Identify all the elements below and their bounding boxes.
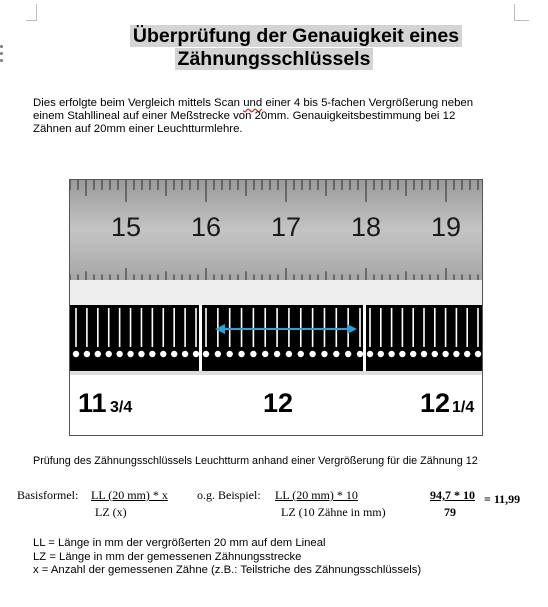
gauge-perforation-dot bbox=[378, 351, 384, 357]
ruler-number: 15 bbox=[110, 212, 142, 242]
gauge-perforation-dot bbox=[250, 351, 256, 357]
gauge-perforation-dot bbox=[106, 351, 112, 357]
gauge-perforation-dot bbox=[432, 351, 438, 357]
gauge-perforation-dot bbox=[442, 351, 448, 357]
legend-line: LL = Länge in mm der vergrößerten 20 mm auf dem Lineal bbox=[33, 537, 326, 549]
gauge-perforation-dot bbox=[84, 351, 90, 357]
gauge-label-12-1-4: 12 bbox=[420, 388, 451, 418]
svg-text:3/4: 3/4 bbox=[110, 399, 133, 416]
gauge-perforation-dot bbox=[298, 351, 304, 357]
basis-formula-denominator: LZ (x) bbox=[95, 505, 127, 519]
gauge-perforation-dot bbox=[182, 351, 188, 357]
gauge-perforation-dot bbox=[116, 351, 122, 357]
svg-text:1/4: 1/4 bbox=[452, 399, 475, 416]
gauge-perforation-dot bbox=[138, 351, 144, 357]
gauge-perforation-dot bbox=[464, 351, 470, 357]
ruler-number: 17 bbox=[270, 212, 302, 242]
gauge-label-12: 12 bbox=[262, 388, 294, 418]
legend-line: LZ = Länge in mm der gemessenen Zähnungsstrecke bbox=[33, 550, 302, 563]
page-corner-marker-right bbox=[514, 4, 529, 21]
gauge-perforation-dot bbox=[367, 351, 373, 357]
document-title-line-2: Zähnungsschlüssels bbox=[0, 47, 548, 71]
ruler-number: 19 bbox=[430, 212, 462, 242]
gauge-perforation-dot bbox=[193, 351, 199, 357]
ruler-comparison-photo bbox=[69, 179, 483, 436]
gauge-perforation-dot bbox=[262, 351, 268, 357]
gauge-perforation-dot bbox=[171, 351, 177, 357]
gauge-perforation-dot bbox=[73, 351, 79, 357]
legend-line: x = Anzahl der gemessenen Zähne (z.B.: Teilstriche des Zähnungsschlüssels) bbox=[33, 564, 422, 576]
gauge-perforation-dot bbox=[286, 351, 292, 357]
gauge-perforation-dot bbox=[160, 351, 166, 357]
gauge-label-11-3-4: 11 bbox=[78, 388, 107, 418]
legend bbox=[33, 537, 421, 578]
gauge-perforation-dot bbox=[475, 351, 481, 357]
gauge-perforation-dot bbox=[215, 351, 221, 357]
page-corner-marker-left bbox=[26, 4, 37, 21]
spellcheck-word: und bbox=[243, 97, 263, 109]
intro-paragraph: Dies erfolgte beim Vergleich mittels Scan und einer 4 bis 5-fachen Vergrößerung neben einem Stahllineal auf einer Meßstrecke von 20mm. Genauigkeitsbestimmung bei 12 Zähnen auf 20mm einer Leuchtturmlehre. bbox=[33, 97, 474, 135]
photo-caption: Prüfung des Zähnungsschlüssels Leuchtturm anhand einer Vergrößerung für die Zähnung 12 bbox=[33, 455, 478, 467]
example-numerator: LL (20 mm) * 10 bbox=[275, 488, 358, 502]
gauge-perforation-dot bbox=[333, 351, 339, 357]
gauge-perforation-dot bbox=[357, 351, 363, 357]
gauge-perforation-dot bbox=[149, 351, 155, 357]
gauge-perforation-dot bbox=[388, 351, 394, 357]
gauge-perforation-dot bbox=[399, 351, 405, 357]
example-denominator: LZ (10 Zähne in mm) bbox=[281, 505, 386, 519]
gauge-perforation-dot bbox=[274, 351, 280, 357]
calc-result: = 11,99 bbox=[484, 492, 521, 506]
gauge-perforation-dot bbox=[410, 351, 416, 357]
basis-formula-numerator: LL (20 mm) * x bbox=[91, 488, 168, 502]
calc-denominator: 79 bbox=[444, 505, 456, 519]
document-title-line-1: Überprüfung der Genauigkeit eines bbox=[22, 24, 548, 48]
ruler-number: 16 bbox=[190, 212, 222, 242]
gauge-perforation-dot bbox=[321, 351, 327, 357]
calc-numerator: 94,7 * 10 bbox=[430, 488, 475, 502]
gauge-perforation-dot bbox=[95, 351, 101, 357]
gauge-perforation-dot bbox=[127, 351, 133, 357]
gauge-perforation-dot bbox=[226, 351, 232, 357]
gauge-perforation-dot bbox=[238, 351, 244, 357]
gauge-strip bbox=[70, 305, 482, 375]
gauge-perforation-dot bbox=[421, 351, 427, 357]
basis-formula-label: Basisformel: bbox=[17, 488, 79, 502]
gauge-perforation-dot bbox=[309, 351, 315, 357]
gauge-perforation-dot bbox=[203, 351, 209, 357]
ruler-number: 18 bbox=[350, 212, 382, 242]
gauge-perforation-dot bbox=[345, 351, 351, 357]
gauge-perforation-dot bbox=[453, 351, 459, 357]
example-label: o.g. Beispiel: bbox=[197, 488, 261, 502]
